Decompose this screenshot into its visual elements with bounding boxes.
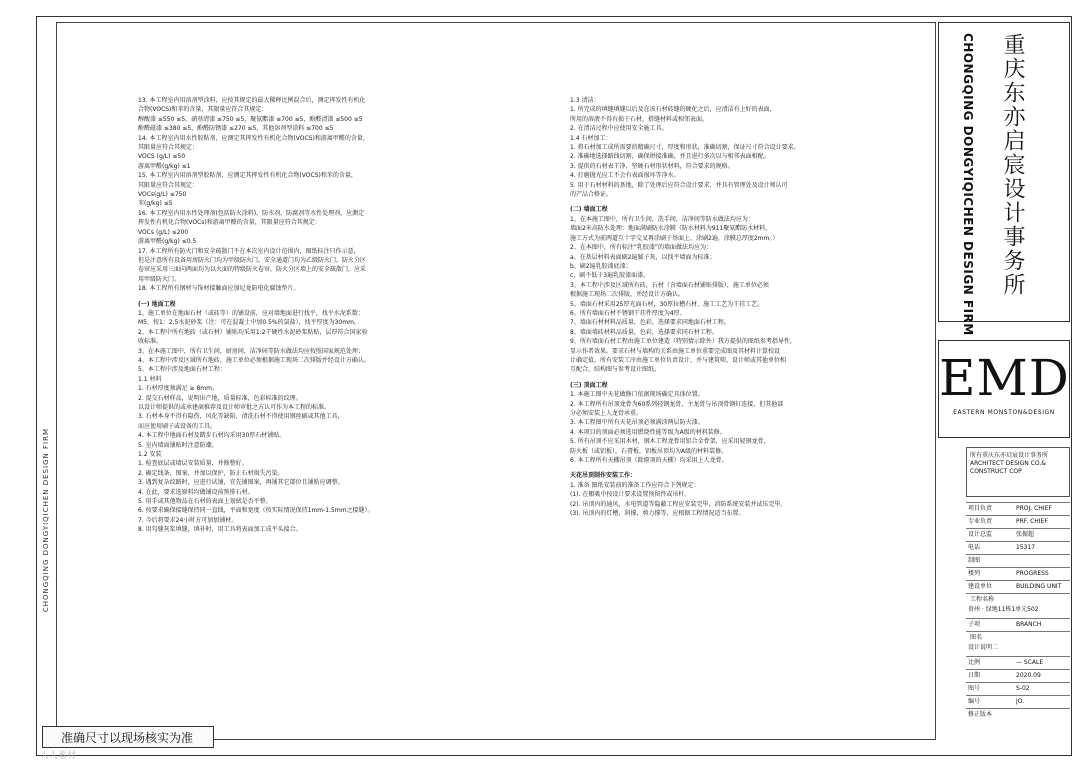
note-line: 6. 按要求确保接缝保持同一直线，平面和宽度（按实际情况保持1mm-1.5mm之接缝）。 [138, 507, 374, 515]
row-label: 修正版本 [968, 711, 993, 718]
row-label: 日期 [968, 672, 981, 679]
note-line: (二) 墙面工程 [570, 206, 608, 214]
firm-name-chinese: 重庆东亦启宸设计事务所 [1000, 33, 1025, 297]
row-label: 项目负责 [968, 505, 993, 512]
firm-name-box [938, 22, 1070, 336]
note-line: 1、在本施工图中，所有卫生间，洗手间，洁净间等防水做法均应为： [570, 215, 754, 223]
note-line: 15. 本工程室内用溶剂型胶粘剂，应测定其挥发性有机化合物(VOCS)和苯的含量， [138, 172, 357, 180]
note-line: 5. 用于石材材料的基地，除了处理后应符合设计要求，并具有管理处及设计师认可 [570, 181, 788, 189]
firm-logo [938, 340, 1070, 438]
note-line: 的产品合格证。 [570, 191, 613, 199]
title-block-row [966, 515, 1070, 528]
note-line: 卷帘应采用三面向两面均为以火面的特级防火卷帘，防火分区墙上的安全疏散门，应采 [138, 266, 367, 274]
note-line: 2. 提交石材样品，说明出产地，质量标准，色彩标准的纹理。 [138, 394, 302, 402]
title-block-row [966, 554, 1070, 567]
title-block-row [966, 682, 1070, 695]
note-line: 其限量应符合其规定： [138, 181, 199, 189]
side-firm-label: CHONGQING DONGYIQICHEN DESIGN FIRM [42, 427, 50, 613]
note-line: 其限量应符合其规定： [138, 144, 199, 152]
note-line: 8. 用勾缝灰浆填缝，填补时，用工具将表面加工成平头接合。 [138, 526, 302, 534]
note-line: M5，按1：2.5水泥砂浆（注：可在混凝土中加0.5%的氯盐），找平厚度为30mm。 [138, 319, 360, 327]
title-block-row [966, 669, 1070, 682]
note-line: 9、所有墙面石材工程由施工单位建造（特别情示除外）我方提供的图纸参考指导性， [570, 338, 796, 346]
note-line: 8、墙面墙砖材料品质量，色彩，选择要求同石材工程。 [570, 328, 718, 336]
row-value: PROGRESS [1016, 570, 1049, 577]
row-label: 比例 [968, 659, 981, 666]
watermark: 人人素材 [40, 751, 77, 761]
note-line: 18. 本工程所有钢材与饰材接触面应加尼龙防电化腐蚀垫片。 [138, 285, 300, 293]
row-value: JO. [1016, 698, 1025, 705]
note-line: 3、在本施工图中，所有卫生间，厨房间，洁净间等防水做法均应按照国家规范处理； [138, 347, 364, 355]
row-value: S-02 [1016, 685, 1030, 692]
title-block-row [966, 631, 1070, 656]
note-line: 墙面2米高防水处理：地面满刷防水涂膜（防水材料为911聚氨酯防水材料， [570, 225, 772, 233]
note-line: 分必须安装上人龙骨承重。 [570, 410, 643, 417]
row-value [1016, 555, 1070, 567]
logo-letters: EMD [939, 349, 1070, 407]
row-value: 2020.09 [1016, 672, 1041, 679]
note-line: 13. 本工程室内用溶剂型涂料，应按其规定的最大稀释比例混合后，测定挥发性有机化 [138, 97, 366, 104]
note-line: 3. 遇到复杂纹路时，应进行试铺，宜先铺图案，再铺其它部位且铺贴应调整。 [138, 479, 344, 487]
note-line: 施工方式为前两道互十字交叉再涂刷于基面上，涂刷2遍，涂膜总厚度2mm。） [570, 234, 779, 242]
title-block-row [966, 618, 1070, 631]
note-line: 7. 今后将要求24小时方可加加铺材。 [138, 516, 238, 524]
note-line: 2、本工程中所有地砖（或石材）铺贴均采用1:2干硬性水泥砂浆粘贴，层厚符合国家验 [138, 328, 368, 336]
note-line: 7、墙面石材材料品质量，色彩，选择要求同地面石材工程。 [570, 319, 730, 327]
note-line: 4. 本工程中地面石材及踏步石材均采用30厚石材铺贴。 [138, 432, 286, 440]
note-line: 显示作者效果。要求石材与墙构的关系由施工单位重要完成图及其材料计算校设 [570, 347, 781, 355]
note-line: 5、本工程中涉及地面石材工程： [138, 366, 226, 374]
note-line: 1. 将石材加工成所需要的精确尺寸，厚度和形状，准确切割，保证尺寸符合设计要求。 [570, 144, 800, 152]
title-block [938, 22, 1070, 740]
note-line: 5. 室内墙面铺贴时注意防潮。 [138, 441, 218, 449]
note-line: 14. 本工程室内用水性胶粘剂，应测定其挥发性有机化合物(VOCS)和游离甲醛的含量， [138, 134, 369, 142]
row-value: 张振超 [1016, 531, 1035, 538]
title-block-row [966, 656, 1070, 669]
note-line: 4、本工程中涉及区域所有地砖，施工单位必须根据施工现场二次排版并经设计方确认。 [138, 356, 370, 364]
note-line: 3. 本工程图中所有天花吊顶必须满涂两层防火漆。 [570, 419, 704, 427]
note-line: 1. 本施工图中天花做修口依据现场确定具体位置。 [570, 391, 704, 399]
row-label: 编号 [968, 698, 981, 705]
row-value: 15317 [1016, 544, 1036, 551]
note-line: 1. 所完成的填缝填缝以后及在该石材砖缝的硬化之后，应清洁有上好的表面， [570, 106, 776, 114]
title-block-row [966, 541, 1070, 554]
note-line: 1、施工单位在地面石材（或砖等）的铺设前，应对墙地面进行找平，找平水泥系数： [138, 309, 364, 317]
note-line: 4. 本项目的顶面必须选用燃烧性能等级为A级的材料装修。 [570, 428, 726, 436]
note-line: (1). 在搬吸中按设计要求设置预留件或吊杆。 [570, 491, 691, 499]
note-line: 收标准。 [138, 338, 163, 346]
note-line: 2. 准确地选择路线切割，确保拼接准确，并且进行多次以与相邻表面相配。 [570, 153, 770, 161]
note-line: 苯(g/kg) ≤5 [138, 200, 173, 208]
note-line: (2). 吊顶内的通风，水电管道等隐蔽工程应安装完毕，消防系统安装并试压完毕。 [570, 500, 787, 508]
project-info: 所有重庆东亦启宸设计事务所 ARCHITECT DESIGN CO.& CONSTRUCT COP [966, 447, 1070, 497]
disclaimer-stamp: 准确尺寸以现场核实为准 [42, 726, 214, 748]
note-line: c、刷不低于3遍乳胶漆面漆。 [570, 272, 650, 280]
row-label: 建设单位 [968, 583, 993, 590]
note-line: 根据施工现场二次排版，并经设计方确认。 [570, 291, 685, 299]
note-line: 计确定值，所有安装工序由施工单位负责设计，并与建筑师，设计师或其他单位相 [570, 356, 787, 364]
title-block-rows [966, 502, 1070, 721]
row-label: 工程名称 [970, 596, 995, 603]
notes-column-right [570, 96, 890, 518]
row-value: — SCALE [1016, 659, 1044, 666]
note-line: 1.2 安装 [138, 451, 162, 459]
note-line: 4. 打磨抛光应工不会有表面损坏等净水。 [570, 172, 680, 180]
note-line: 5、墙面石材采用25厚光面石材，30厚拉槽石材，施工工艺为干挂工艺。 [570, 300, 764, 308]
logo-tagline: EASTERN MONSTON&DESIGN [953, 409, 1055, 416]
note-line: 5. 用手或其他物品在石材的表面上划拭是否平整。 [138, 498, 272, 506]
title-block-row [966, 708, 1070, 721]
row-value [1016, 709, 1070, 721]
note-line: 6. 本工程所有天棚吊顶（除原顶的天棚）均采用上人龙骨。 [570, 457, 728, 465]
note-line: 天花吊顶制作安装工作： [570, 472, 637, 480]
note-line: 而应使用刷子或设备的工具。 [138, 422, 217, 430]
row-label: 图号 [968, 685, 981, 692]
row-label: 设计总监 [968, 531, 993, 538]
row-value: BRANCH [1016, 621, 1042, 628]
row-value: 贵州 · 绿地11栋1单元502 [968, 606, 1039, 613]
row-label: 楼列 [968, 570, 981, 577]
title-block-row [966, 695, 1070, 708]
title-block-row [966, 567, 1070, 580]
note-line: (3). 吊顶内的灯槽，斜撑，剪力撑等，应根据工程情况适当布置。 [570, 510, 745, 518]
note-line: 2、在本图中，所有标注“乳胶漆”的墙面做法均应为： [570, 244, 713, 252]
note-line: 游离甲醛(g/kg) ≤1 [138, 162, 191, 170]
row-value: PROJ. CHIEF [1016, 505, 1052, 512]
note-line: 游离甲醛(g/kg) ≤0.5 [138, 238, 197, 246]
note-line: 2. 确定线条，图案，并加以保护，防止石材损失污染。 [138, 469, 284, 477]
note-line: (三) 顶面工程 [570, 381, 608, 389]
note-line: VOCs(g/L) ≤750 [138, 191, 187, 199]
note-line: 挥发性有机化合物(VOCs)和游离甲醛的含量，其限量应符合其规定： [138, 219, 321, 227]
note-line: 用甲级防火门。 [138, 275, 181, 283]
note-line: 1.1 材料 [138, 375, 162, 383]
notes-column-left [138, 96, 458, 535]
row-label: 子项 [968, 621, 981, 628]
note-line: VOCS (g/L) ≤50 [138, 153, 186, 161]
note-line: 防火板（或铝板），石膏板，铝板吊顶均为A级的材料装修。 [570, 447, 728, 455]
note-line: 合物(VOCS)和苯的含量，其限量应符合其规定： [138, 106, 268, 114]
note-line: 但是注意所有设备用房防火门均为甲级防火门，安全通道门均为乙级防火门，防火分区 [138, 256, 367, 264]
firm-name-english: CHONGQING DONGYIQICHEN DESIGN FIRM [961, 33, 975, 336]
note-line: 3. 提供的石材表干净，坚硬石材形状材料，符合要求的规格。 [570, 162, 734, 170]
note-line: 1.4 石材加工： [570, 134, 612, 142]
note-line: 1.3 清洁： [570, 97, 600, 104]
title-block-row [966, 502, 1070, 515]
row-label: 图名 [970, 634, 983, 641]
note-line: 16. 本工程室内用水性处理剂(包括防火涂料)，防水剂，防腐剂等水性处理剂，应测定 [138, 209, 365, 217]
note-line: 互配合，结构图与参考设计图纸。 [570, 366, 661, 374]
title-block-row [966, 580, 1070, 593]
note-line: b、刷2遍乳胶漆底漆； [570, 262, 632, 270]
note-line: 所用的溶液不得有损于石材，搭缝材料或相邻表面。 [570, 115, 709, 123]
note-line: 1. 准备 图纸安装前的准备工作应符合下列规定： [570, 481, 700, 489]
note-line: 4. 在此，要求选原料均做铺设前预排石材。 [138, 488, 254, 496]
row-label: 制图 [968, 557, 981, 564]
row-label: 电话 [968, 544, 981, 551]
note-line: 6、所有墙面石材不锈钢干挂件厚度为4厚。 [570, 309, 686, 317]
title-block-row [966, 593, 1070, 618]
title-block-row [966, 528, 1070, 541]
row-value: 设计说明二 [968, 644, 999, 651]
note-line: 醇酸漆 ≤550 ≤5，硝基清漆 ≤750 ≤5，聚氨酯漆 ≤700 ≤5，酚醛清漆 ≤500 ≤5 [138, 115, 363, 123]
note-line: VOCs (g/L) ≤200 [138, 228, 189, 236]
note-line: 3. 石材本身不得有隐伤，风化等缺陷，清洗石材不得使用钢丝刷或其他工具， [138, 413, 344, 421]
note-line: a、在基层材料表面刷2遍腻子灰，以找平墙面为标准； [570, 253, 716, 261]
note-line: 以设计师提供的或承建商推荐及设计师审批之方认可作为本工程的标准。 [138, 404, 331, 411]
note-line: 1. 石材厚度须满足 ≥ 8mm。 [138, 385, 218, 393]
row-value: BUILDING UNIT [1016, 583, 1062, 590]
note-line: 17. 本工程所有防火门和安全疏散门不在本次室内设计范围内，图纸标注只作示意， [138, 247, 360, 255]
note-line: 2. 在清洁过程中应使用安全施工具。 [570, 125, 668, 133]
note-line: (一) 地面工程 [138, 300, 176, 308]
note-line: 5. 所有吊顶不应采用木材，钢木工程龙骨用铝合金骨架，应采用轻钢龙骨， [570, 438, 770, 446]
note-line: 2. 本工程所有吊顶龙骨为60系列轻钢龙骨，主龙骨与吊顶骨钢钉连接，但其他部 [570, 400, 784, 408]
note-line: 1. 检查底层或墙层安装质量，并修整好。 [138, 460, 248, 468]
note-line: 酚醛磁漆 ≤380 ≤5，酚醛防锈漆 ≤270 ≤5，其他溶剂型涂料 ≤700 ≤5 [138, 125, 334, 133]
note-line: 3、本工程中涉及区域所有砖，石材（含墙面石材铺贴排版），施工单位必须 [570, 281, 769, 289]
row-label: 专业负责 [968, 518, 993, 525]
row-value: PRF. CHIEF [1016, 518, 1048, 525]
